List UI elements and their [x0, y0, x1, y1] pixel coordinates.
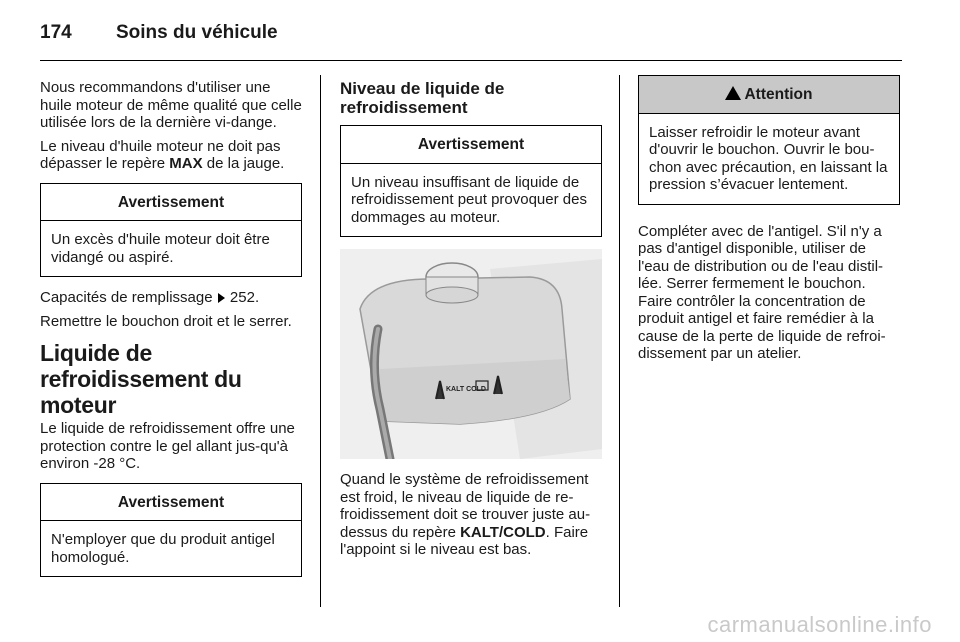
capacity-paragraph	[40, 289, 302, 307]
warning-box-antifreeze	[40, 483, 302, 578]
coolant-level-text: Quand le système de refroidissement est froid, le niveau de liquide de re-froidissement doit se trouver juste au-dessus du repère	[340, 471, 591, 541]
section-title: Soins du véhicule	[116, 22, 278, 43]
kalt-cold-mark: KALT/COLD	[460, 523, 546, 541]
capacity-text: Capacités de remplissage	[40, 289, 217, 306]
column-3	[638, 75, 900, 369]
column-2	[340, 79, 602, 565]
warning-body: N'employer que du produit antigel homologué.	[51, 531, 275, 566]
attention-header	[639, 76, 899, 114]
coolant-heading: Liquide de refroidissement du moteur	[40, 340, 242, 418]
oil-level-paragraph	[40, 138, 302, 173]
warning-body: Un excès d'huile moteur doit être vidangé ou aspiré.	[51, 231, 270, 266]
capacity-page-ref[interactable]: 252.	[225, 289, 260, 306]
warning-body: Un niveau insuffisant de liquide de refroidissement peut provoquer des dommages au moteur.	[351, 173, 587, 226]
max-mark: MAX	[169, 155, 203, 172]
attention-title: Attention	[744, 86, 813, 103]
kalt-cold-marking: KALT COLD	[446, 386, 486, 393]
coolant-reservoir-photo	[340, 249, 602, 459]
coolant-protection-paragraph: Le liquide de refroidissement offre une protection contre le gel allant jus-qu'à environ -28 °C.	[40, 420, 295, 472]
coolant-level-heading: Niveau de liquide de refroidissement	[340, 79, 505, 117]
page-header	[40, 22, 278, 44]
oil-level-text-end: de la jauge.	[202, 155, 285, 172]
attention-box	[638, 75, 900, 205]
attention-warning-icon	[725, 86, 741, 100]
oil-level-text: Le niveau d'huile moteur ne doit pas dépasser le repère	[40, 137, 281, 172]
warning-title: Avertissement	[41, 184, 301, 222]
coolant-reservoir-illustration	[340, 249, 602, 459]
column-1	[40, 79, 302, 589]
warning-box-coolant	[340, 125, 602, 237]
coolant-level-text-end: . Faire l'appoint si le niveau est bas.	[340, 523, 589, 558]
column-divider-1	[320, 75, 321, 607]
warning-title: Avertissement	[341, 126, 601, 164]
page-number: 174	[40, 22, 72, 43]
column-divider-2	[619, 75, 620, 607]
page-ref-arrow-icon	[218, 293, 225, 303]
attention-body: Laisser refroidir le moteur avant d'ouvrir le bouchon. Ouvrir le bou-chon avec précaution, en laissant la pression s’évacuer lentement.	[649, 123, 888, 193]
replace-cap-paragraph: Remettre le bouchon droit et le serrer.	[40, 312, 292, 330]
watermark: carmanualsonline.info	[707, 612, 932, 637]
warning-title: Avertissement	[41, 484, 301, 522]
coolant-level-paragraph	[340, 471, 602, 559]
warning-box-oil	[40, 183, 302, 278]
antifreeze-paragraph: Compléter avec de l'antigel. S'il n'y a pas d'antigel disponible, utiliser de l'eau de distribution ou de l'eau distil-lée. Serrer fermement le bouchon. Faire contrôler la concentration de produit antigel et faire remédier à la cause de la perte de liquide de refroi-dissement par un atelier.	[638, 222, 886, 362]
oil-quality-paragraph: Nous recommandons d'utiliser une huile moteur de même qualité que celle utilisée lors de la dernière vi-dange.	[40, 79, 302, 131]
header-rule	[40, 60, 902, 61]
